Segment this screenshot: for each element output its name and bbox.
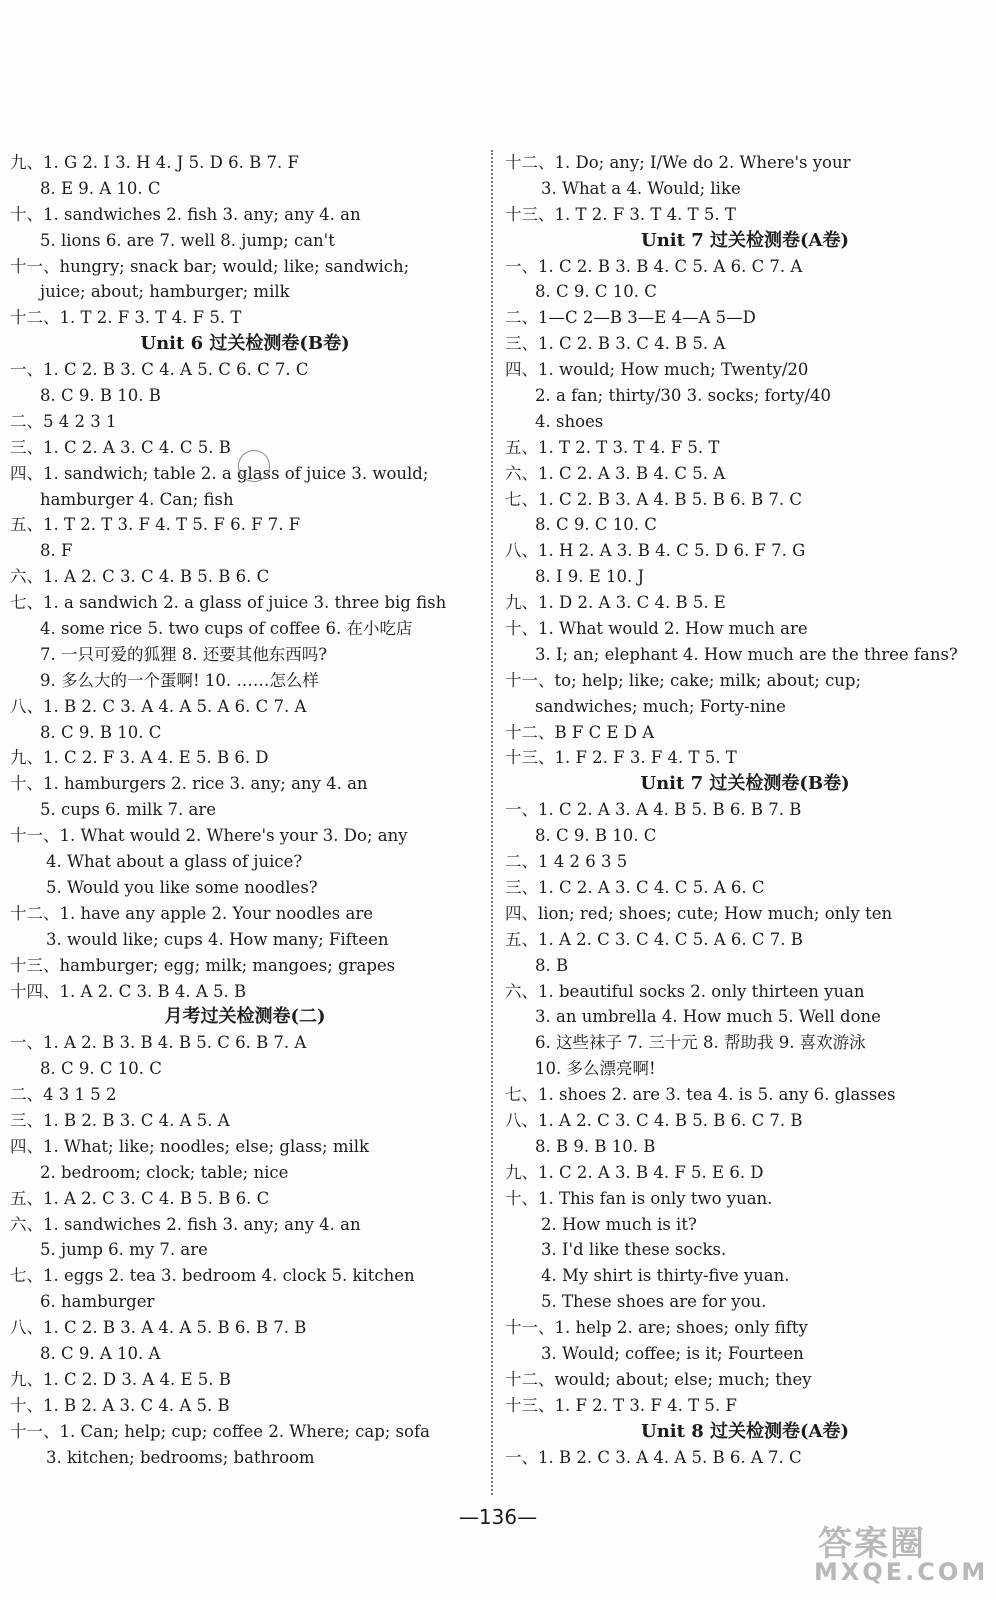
answer-line: 8. C 9. C 10. C [40, 1059, 162, 1079]
answer-line: 十一、hungry; snack bar; would; like; sandwich; [10, 256, 410, 276]
answer-line: 十三、1. F 2. F 3. F 4. T 5. T [505, 748, 737, 768]
section-heading: Unit 6 过关检测卷(B卷) [140, 333, 350, 355]
answer-line: 九、1. G 2. I 3. H 4. J 5. D 6. B 7. F [10, 153, 299, 172]
answer-line: 十四、1. A 2. C 3. B 4. A 5. B [10, 981, 247, 1001]
answer-line: 3. What a 4. Would; like [541, 178, 741, 198]
answer-line: 4. shoes [535, 411, 604, 431]
answer-line: 4. some rice 5. two cups of coffee 6. 在小吃店 [40, 619, 413, 639]
answer-line: 十、1. This fan is only two yuan. [505, 1188, 773, 1208]
right-column [505, 150, 985, 1470]
answer-line: 8. C 9. C 10. C [535, 282, 657, 302]
answer-line: 5. jump 6. my 7. are [40, 1240, 208, 1260]
answer-line: 8. C 9. A 10. A [40, 1343, 161, 1363]
answer-line: 6. 这些袜子 7. 三十元 8. 帮助我 9. 喜欢游泳 [535, 1033, 866, 1053]
answer-line: 3. Would; coffee; is it; Fourteen [541, 1343, 804, 1363]
answer-line: 十二、1. have any apple 2. Your noodles are [10, 903, 373, 923]
answer-line: 二、5 4 2 3 1 [10, 411, 117, 431]
answer-line: juice; about; hamburger; milk [40, 282, 290, 302]
answer-line: 5. These shoes are for you. [541, 1292, 767, 1312]
answer-line: 十、1. hamburgers 2. rice 3. any; any 4. an [10, 774, 368, 794]
answer-line: 十三、1. T 2. F 3. T 4. T 5. T [505, 204, 736, 224]
watermark-bottom-text: MXQE.COM [814, 1558, 989, 1586]
answer-line: 五、1. T 2. T 3. F 4. T 5. F 6. F 7. F [10, 515, 301, 535]
section-heading: Unit 7 过关检测卷(A卷) [641, 229, 849, 251]
answer-line: 二、4 3 1 5 2 [10, 1085, 117, 1105]
answer-line: 四、1. What; like; noodles; else; glass; milk [10, 1136, 370, 1156]
answer-line: 三、1. C 2. A 3. C 4. C 5. B [10, 437, 231, 457]
answer-line: 十一、1. Can; help; cup; coffee 2. Where; cap; sofa [10, 1421, 430, 1441]
answer-line: 八、1. H 2. A 3. B 4. C 5. D 6. F 7. G [505, 541, 806, 561]
answer-line: 十、1. What would 2. How much are [505, 619, 808, 639]
answer-line: 5. lions 6. are 7. well 8. jump; can't [40, 230, 335, 250]
answer-line: 三、1. C 2. B 3. C 4. B 5. A [505, 334, 726, 354]
answer-line: 六、1. beautiful socks 2. only thirteen yuan [505, 981, 865, 1001]
section-heading: 月考过关检测卷(二) [164, 1006, 326, 1028]
answer-line: 八、1. B 2. C 3. A 4. A 5. A 6. C 7. A [10, 696, 307, 716]
answer-line: 8. C 9. B 10. C [535, 826, 657, 846]
answer-line: 一、1. C 2. A 3. A 4. B 5. B 6. B 7. B [505, 800, 802, 820]
answer-line: 八、1. C 2. B 3. A 4. A 5. B 6. B 7. B [10, 1318, 307, 1338]
page-number: —136— [458, 1505, 538, 1529]
answer-line: 6. hamburger [40, 1292, 155, 1312]
answer-line: 5. Would you like some noodles? [46, 877, 318, 897]
answer-line: hamburger 4. Can; fish [40, 489, 234, 509]
answer-line: 八、1. A 2. C 3. C 4. B 5. B 6. C 7. B [505, 1110, 803, 1130]
answer-line: 七、1. a sandwich 2. a glass of juice 3. three big fish [10, 593, 447, 613]
answer-line: 十、1. B 2. A 3. C 4. A 5. B [10, 1395, 230, 1415]
answer-line: 9. 多么大的一个蛋啊! 10. ……怎么样 [40, 670, 319, 690]
answer-line: 九、1. C 2. F 3. A 4. E 5. B 6. D [10, 748, 269, 768]
answer-line: 10. 多么漂亮啊! [535, 1059, 656, 1079]
answer-line: 九、1. C 2. A 3. B 4. F 5. E 6. D [505, 1162, 764, 1182]
answer-line: 十一、1. What would 2. Where's your 3. Do; any [10, 826, 408, 846]
answer-line: 三、1. C 2. A 3. C 4. C 5. A 6. C [505, 877, 765, 897]
answer-line: 2. How much is it? [541, 1214, 697, 1234]
answer-line: 十一、to; help; like; cake; milk; about; cup; [505, 670, 862, 690]
answer-line: 3. an umbrella 4. How much 5. Well done [535, 1007, 881, 1027]
answer-line: 3. would like; cups 4. How many; Fifteen [46, 929, 389, 949]
answer-line: sandwiches; much; Forty-nine [535, 696, 786, 716]
answer-line: 3. I; an; elephant 4. How much are the three fans? [535, 644, 958, 664]
left-column [10, 150, 480, 1470]
answer-line: 五、1. A 2. C 3. C 4. C 5. A 6. C 7. B [505, 929, 803, 949]
section-heading: Unit 7 过关检测卷(B卷) [640, 773, 850, 795]
answer-line: 十二、1. T 2. F 3. T 4. F 5. T [10, 308, 242, 328]
answer-line: 2. a fan; thirty/30 3. socks; forty/40 [535, 386, 831, 406]
answer-line: 七、1. shoes 2. are 3. tea 4. is 5. any 6. glasses [505, 1085, 896, 1105]
answer-line: 六、1. A 2. C 3. C 4. B 5. B 6. C [10, 567, 270, 587]
answer-line: 六、1. C 2. A 3. B 4. C 5. A [505, 463, 726, 483]
answer-line: 二、1—C 2—B 3—E 4—A 5—D [505, 308, 756, 328]
answer-line: 8. E 9. A 10. C [40, 178, 161, 198]
answer-line: 四、1. would; How much; Twenty/20 [505, 360, 809, 380]
column-divider [491, 150, 493, 1495]
answer-line: 8. B [535, 955, 569, 975]
answer-line: 一、1. C 2. B 3. C 4. A 5. C 6. C 7. C [10, 360, 309, 380]
answer-line: 十三、hamburger; egg; milk; mangoes; grapes [10, 955, 396, 975]
answer-line: 3. kitchen; bedrooms; bathroom [46, 1447, 315, 1467]
answer-line: 十二、would; about; else; much; they [505, 1369, 812, 1389]
answer-line: 九、1. D 2. A 3. C 4. B 5. E [505, 593, 726, 613]
answer-line: 8. B 9. B 10. B [535, 1136, 656, 1156]
answer-line: 七、1. C 2. B 3. A 4. B 5. B 6. B 7. C [505, 489, 803, 509]
answer-line: 4. My shirt is thirty-five yuan. [541, 1266, 790, 1286]
answer-line: 4. What about a glass of juice? [46, 852, 303, 872]
answer-line: 8. F [40, 541, 73, 561]
answer-line: 三、1. B 2. B 3. C 4. A 5. A [10, 1110, 230, 1130]
answer-line: 四、lion; red; shoes; cute; How much; only ten [505, 903, 893, 923]
answer-line: 3. I'd like these socks. [541, 1240, 727, 1260]
answer-line: 十一、1. help 2. are; shoes; only fifty [505, 1318, 808, 1338]
section-heading: Unit 8 过关检测卷(A卷) [641, 1420, 849, 1442]
answer-line: 十二、1. Do; any; I/We do 2. Where's your [505, 153, 851, 172]
answer-line: 九、1. C 2. D 3. A 4. E 5. B [10, 1369, 231, 1389]
answer-line: 8. C 9. B 10. C [40, 722, 162, 742]
watermark-top-text: 答案圈 [818, 1524, 926, 1564]
answer-line: 2. bedroom; clock; table; nice [40, 1162, 289, 1182]
answer-line: 五、1. A 2. C 3. C 4. B 5. B 6. C [10, 1188, 270, 1208]
answer-line: 一、1. B 2. C 3. A 4. A 5. B 6. A 7. C [505, 1447, 802, 1467]
answer-line: 一、1. A 2. B 3. B 4. B 5. C 6. B 7. A [10, 1033, 307, 1053]
answer-line: 十三、1. F 2. T 3. F 4. T 5. F [505, 1395, 737, 1415]
answer-line: 一、1. C 2. B 3. B 4. C 5. A 6. C 7. A [505, 256, 803, 276]
answer-line: 8. C 9. C 10. C [535, 515, 657, 535]
answer-line: 十二、B F C E D A [505, 722, 655, 742]
answer-line: 四、1. sandwich; table 2. a glass of juice 3. would; [10, 463, 429, 483]
answer-line: 六、1. sandwiches 2. fish 3. any; any 4. an [10, 1214, 361, 1234]
answer-line: 8. I 9. E 10. J [535, 567, 645, 587]
answer-line: 5. cups 6. milk 7. are [40, 800, 217, 820]
answer-line: 五、1. T 2. T 3. T 4. F 5. T [505, 437, 720, 457]
answer-line: 8. C 9. B 10. B [40, 386, 161, 406]
answer-line: 十、1. sandwiches 2. fish 3. any; any 4. an [10, 204, 361, 224]
watermark-logo [808, 1516, 989, 1586]
answer-line: 七、1. eggs 2. tea 3. bedroom 4. clock 5. kitchen [10, 1266, 415, 1286]
answer-line: 7. 一只可爱的狐狸 8. 还要其他东西吗? [40, 644, 328, 664]
answer-line: 二、1 4 2 6 3 5 [505, 852, 628, 872]
